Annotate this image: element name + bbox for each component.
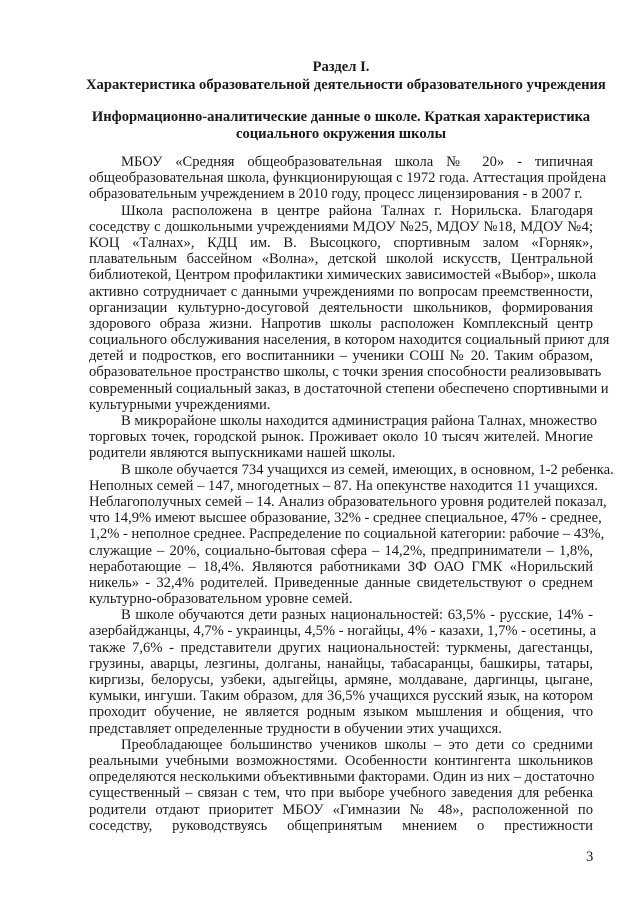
paragraph: [89, 607, 597, 737]
text-line: социального обслуживания населения, в котором находится социальный приют для: [89, 332, 610, 349]
text-line: 1,2% - неполное среднее. Распределение по социальной категории: рабочие – 43%,: [89, 526, 605, 543]
text-line: КОЦ «Талнах», КДЦ им. В. Высоцкого, спортивным залом «Горняк»,: [89, 234, 593, 251]
paragraph: [89, 737, 593, 834]
text-line: торговых точек, городской рынок. Проживает около 10 тысяч жителей. Многие: [89, 429, 593, 446]
section-heading: Раздел I.: [312, 59, 370, 75]
text-line: определяются несколькими объективными факторами. Один из них – достаточно: [89, 769, 595, 786]
text-line: служащие – 20%, социально-бытовая сфера – 14,2%, предприниматели – 1,8%,: [89, 542, 593, 559]
paragraph: [89, 461, 614, 608]
text-line: грузины, аварцы, лезгины, долганы, нанайцы, табасаранцы, башкиры, татары,: [89, 655, 593, 672]
text-line: В школе обучается 734 учащихся из семей, имеющих, в основном, 1-2 ребенка.: [121, 461, 614, 478]
text-line: проходит обучение, не является родным языком мышления и общения, что: [89, 704, 593, 721]
paragraph: [89, 154, 607, 203]
text-line: образовательное пространство школы, с точки зрения способности реализовывать: [89, 364, 602, 381]
text-line: родители являются выпускниками нашей школы.: [89, 445, 396, 462]
text-line: кумыки, ингуши. Таким образом, для 36,5% учащихся русский язык, на котором: [89, 688, 593, 705]
text-line: культурно-образовательном уровне семей.: [89, 591, 353, 608]
text-line: В микрорайоне школы находится администрация района Талнах, множество: [121, 413, 598, 429]
text-line: родители отдают приоритет МБОУ «Гимназии № 48», расположенной по: [89, 801, 593, 818]
text-line: В школе обучаются дети разных национальностей: 63,5% - русские, 14% -: [121, 607, 593, 624]
text-line: азербайджанцы, 4,7% - украинцы, 4,5% - ногайцы, 4% - казахи, 1,7% - осетины, а: [89, 623, 597, 640]
text-line: представляет определенные трудности в обучении этих учащихся.: [89, 720, 502, 737]
text-line: организации культурно-досуговой деятельности школьников, формирования: [89, 299, 593, 316]
text-line: плавательным бассейном «Волна», детской школой искусств, Центральной: [89, 251, 593, 268]
text-line: детей и подростков, его воспитанники – ученики СОШ № 20. Таким образом,: [89, 348, 593, 365]
text-line: Неполных семей – 147, многодетных – 87. На опекунстве находится 11 учащихся.: [89, 477, 598, 494]
text-line: МБОУ «Средняя общеобразовательная школа № 20» - типичная: [121, 154, 593, 170]
text-line: здорового образа жизни. Напротив школы расположен Комплексный центр: [89, 315, 593, 332]
text-line: также 7,6% - представители других национальностей: туркмены, дагестанцы,: [89, 639, 593, 656]
text-line: Школа расположена в центре района Талнах г. Норильска. Благодаря: [121, 202, 593, 219]
text-line: библиотекой, Центром профилактики химических зависимостей «Выбор», школа: [89, 267, 597, 284]
text-line: никель» - 32,4% родителей. Приведенные данные свидетельствуют о среднем: [89, 574, 593, 591]
document-body: [89, 154, 614, 834]
text-line: неработающие – 18,4%. Являются работниками ЗФ ОАО ГМК «Норильский: [89, 558, 593, 575]
text-line: Преобладающее большинство учеников школы – это дети со средними: [121, 736, 593, 753]
page-number: 3: [586, 849, 594, 865]
text-line: культурными учреждениями.: [89, 396, 271, 413]
text-line: общеобразовательная школа, функционирующая с 1972 года. Аттестация пройдена: [89, 170, 607, 187]
text-line: Неблагополучных семей – 14. Анализ образовательного уровня родителей показал,: [89, 493, 607, 510]
text-line: соседству с дошкольными учреждениями МДОУ №25, МДОУ №18, МДОУ №4;: [89, 218, 593, 235]
text-line: активно сотрудничает с данными учреждениями по вопросам преемственности,: [89, 283, 593, 300]
text-line: что 14,9% имеют высшее образование, 32% - среднее специальное, 47% - среднее,: [89, 510, 602, 527]
text-line: реальными учебными возможностями. Особенности контингента школьников: [89, 752, 593, 769]
text-line: образовательным учреждением в 2010 году, процесс лицензирования - в 2007 г.: [89, 186, 583, 203]
subtitle-line-1: Информационно-аналитические данные о школе. Краткая характеристика: [91, 109, 591, 125]
document-title: Характеристика образовательной деятельности образовательного учреждения: [86, 77, 606, 93]
paragraph: [89, 202, 610, 413]
text-line: соседству, руководствуясь общепринятым мнением о престижности: [89, 817, 593, 834]
subtitle-line-2: социального окружения школы: [235, 126, 447, 142]
text-line: существенный – связан с тем, что при выборе учебного заведения для ребенка: [89, 785, 593, 802]
text-line: киргизы, белорусы, узбеки, адыгейцы, армяне, молдаване, даргинцы, цыгане,: [89, 672, 593, 688]
paragraph: [89, 413, 598, 462]
text-line: современный социальный заказ, в достаточной степени обеспечено спортивными и: [89, 380, 609, 397]
